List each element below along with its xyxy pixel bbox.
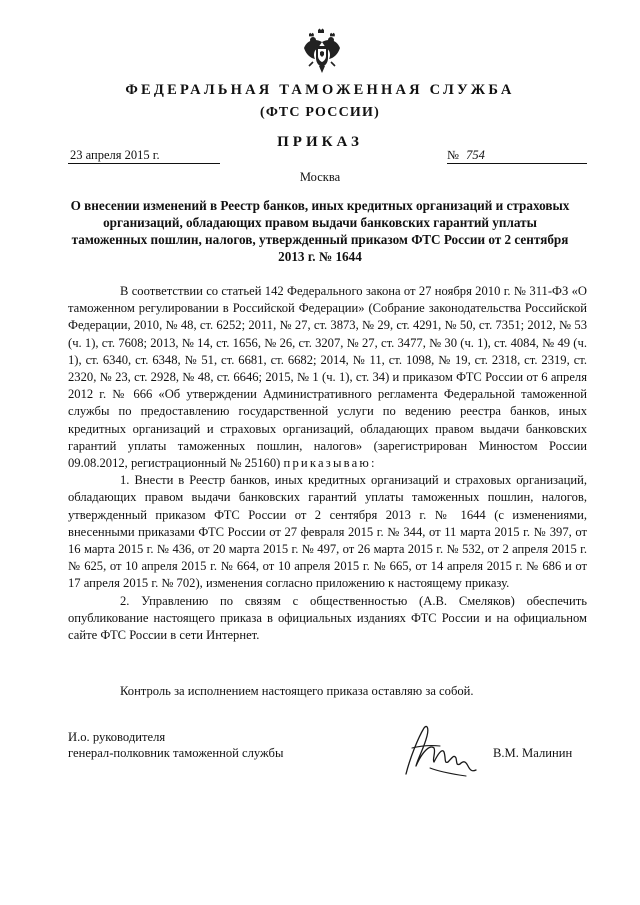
document-body: [68, 283, 587, 644]
document-number: [447, 148, 587, 164]
document-city: Москва: [299, 170, 341, 184]
document-type: ПРИКАЗ: [277, 134, 363, 150]
preamble-paragraph: [68, 283, 587, 472]
document-date: [68, 148, 220, 164]
order-item-2: 2. Управлению по связям с общественностью (А.В. Смеляков) обеспечить опубликование настоящего приказа в официальных изданиях ФТС России и на официальном сайте ФТС России в сети Интернет.: [68, 593, 587, 643]
coat-of-arms-icon: [303, 28, 341, 74]
document-number-value: 754: [466, 148, 485, 162]
signatory-name: В.М. Малинин: [493, 746, 573, 760]
organization-short-name: (ФТС РОССИИ): [260, 105, 380, 120]
organization-name: ФЕДЕРАЛЬНАЯ ТАМОЖЕННАЯ СЛУЖБА: [125, 82, 515, 98]
handwritten-signature: [400, 718, 480, 780]
order-word: приказываю:: [283, 456, 377, 471]
control-statement: Контроль за исполнением настоящего приказа оставляю за собой.: [120, 684, 474, 698]
preamble-text: В соответствии со статьей 142 Федерального закона от 27 ноября 2010 г. № 311-ФЗ «О таможенном регулировании в Российской Федерации» (Собрание законодательства Российской Федерации, 2010, № 48, ст. 6252; 2011, № 27, ст. 3873, № 29, ст. 4291, № 50, ст. 7351; 2012, № 53 (ч. 1), ст. 7608; 2013, № 14, ст. 1656, № 26, ст. 3207, № 27, ст. 3477, № 30 (ч. 1), ст. 4084, № 49 (ч. 1), ст. 6340, ст. 6348, № 51, ст. 6681, ст. 6682; 2014, № 11, ст. 1098, № 19, ст. 2318, ст. 2319, ст. 2320, № 23, ст. 2928, № 48, ст. 6646; 2015, № 1 (ч. 1), ст. 34) и приказом ФТС России от 6 апреля 2012 г. № 666 «Об утверждении Административного регламента Федеральной таможенной службы по предоставлению государственной услуги по ведению реестра банков, иных кредитных организаций и страховых организаций, обладающих правом выдачи банковских гарантий уплаты таможенных пошлин, налогов» (зарегистрирован Минюстом России 09.08.2012, регистрационный № 25160): [68, 284, 587, 471]
order-item-1: 1. Внести в Реестр банков, иных кредитных организаций и страховых организаций, обладающих правом выдачи банковских гарантий уплаты таможенных пошлин, налогов, утвержденный приказом ФТС России от 2 сентября 2013 г. № 1644 (с изменениями, внесенными приказами ФТС России от 27 февраля 2015 г. № 344, от 11 марта 2015 г. № 397, от 16 марта 2015 г. № 436, от 20 марта 2015 г. № 497, от 26 марта 2015 г. № 532, от 2 апреля 2015 г. № 625, от 10 апреля 2015 г. № 664, от 10 апреля 2015 г. № 665, от 14 апреля 2015 г. № 686 и от 17 апреля 2015 г. № 702), изменения согласно приложению к настоящему приказу.: [68, 473, 587, 591]
document-title: О внесении изменений в Реестр банков, иных кредитных организаций и страховых организаций, обладающих правом выдачи банковских гарантий уплаты таможенных пошлин, налогов, утвержденный приказом ФТС России от 2 сентября 2013 г. № 1644: [70, 198, 570, 264]
signatory-role-line1: И.о. руководителя: [68, 730, 166, 744]
signatory-role-line2: генерал-полковник таможенной службы: [68, 746, 284, 760]
document-date-value: 23 апреля 2015 г.: [70, 148, 160, 162]
number-sign: №: [447, 148, 459, 162]
